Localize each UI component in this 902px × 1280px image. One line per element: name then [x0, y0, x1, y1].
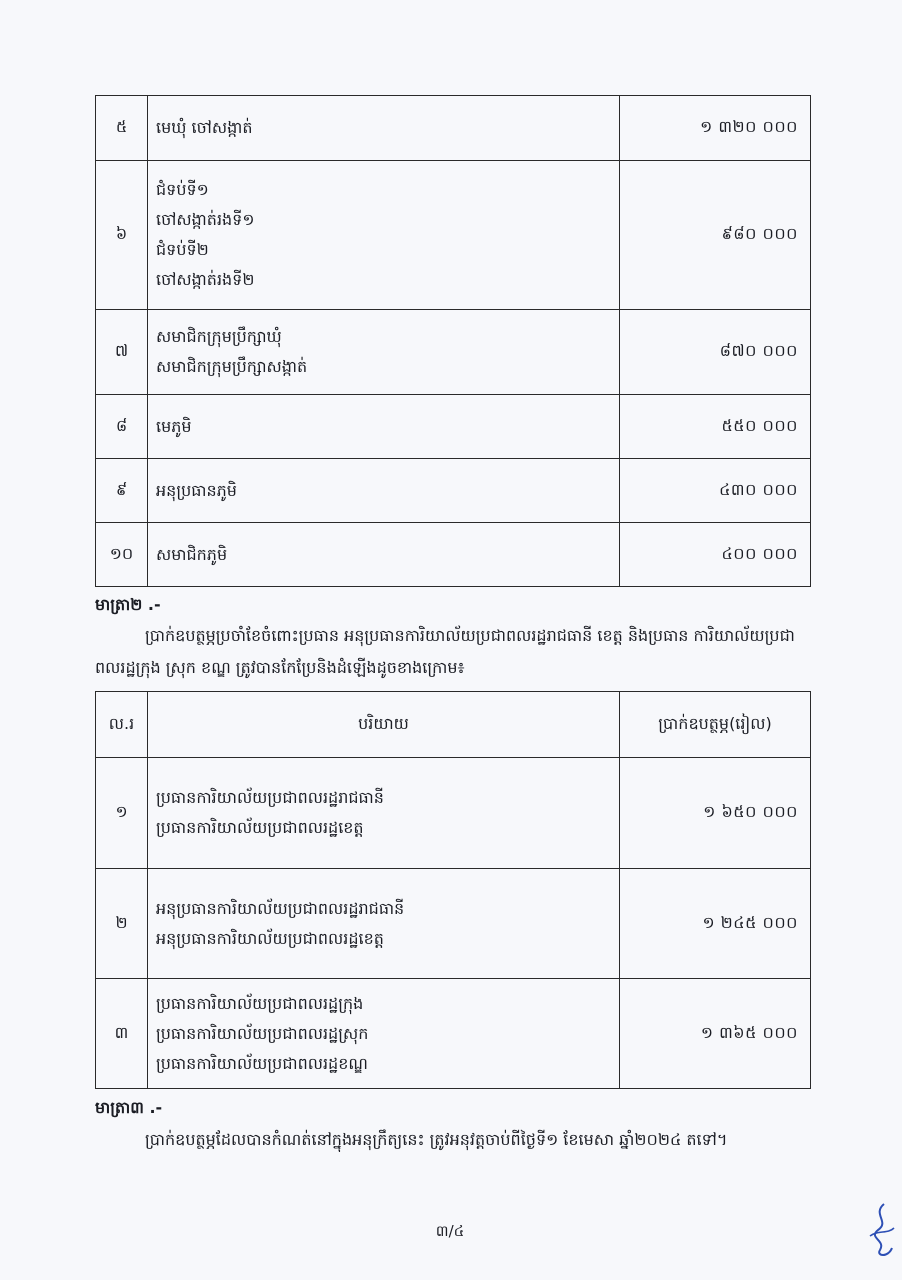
row-amount: ១ ៣៦៥ ០០០ — [620, 979, 811, 1089]
row-number: ៩ — [96, 459, 148, 523]
table-row — [96, 459, 811, 523]
row-number: ៧ — [96, 310, 148, 395]
table-row — [96, 310, 811, 395]
row-description: ប្រធានការិយាល័យប្រជាពលរដ្ឋរាជធានី ប្រធានការិយាល័យប្រជាពលរដ្ឋខេត្ត — [148, 758, 620, 869]
row-number: ៨ — [96, 395, 148, 459]
article-2-heading: មាត្រា២ .- — [95, 595, 161, 614]
row-amount: ៨៧០ ០០០ — [620, 310, 811, 395]
row-description: ជំទប់ទី១ ចៅសង្កាត់រងទី១ ជំទប់ទី២ ចៅសង្កាត់រងទី២ — [148, 161, 620, 310]
article-2-text: ប្រាក់ឧបត្ថម្ភប្រចាំខែចំពោះប្រធាន អនុប្រធានការិយាល័យប្រជាពលរដ្ឋរាជធានី ខេត្ត និងប្រធាន ការិយាល័យប្រជាពលរដ្ឋក្រុង ស្រុក ខណ្ឌ ត្រូវបានកែប្រែនិងដំឡើងដូចខាងក្រោម៖ — [95, 626, 795, 677]
row-amount: ៤០០ ០០០ — [620, 523, 811, 587]
table-row — [96, 523, 811, 587]
table-row — [96, 96, 811, 161]
row-number: ១០ — [96, 523, 148, 587]
page-number: ៣/៤ — [435, 1222, 465, 1240]
row-amount: ១ ៦៥០ ០០០ — [620, 758, 811, 869]
table-row — [96, 161, 811, 310]
row-description: អនុប្រធានភូមិ — [148, 459, 620, 523]
row-number: ៦ — [96, 161, 148, 310]
table-row — [96, 395, 811, 459]
article-3-heading: មាត្រា៣ .- — [95, 1098, 163, 1117]
row-amount: ៥៥០ ០០០ — [620, 395, 811, 459]
allowance-table-commune — [95, 95, 811, 587]
row-amount: ១ ២៤៥ ០០០ — [620, 869, 811, 979]
header-number: ល.រ — [96, 692, 148, 758]
article-3-text: ប្រាក់ឧបត្ថម្ភដែលបានកំណត់នៅក្នុងអនុក្រឹត្យនេះ ត្រូវអនុវត្តចាប់ពីថ្ងៃទី១ ខែមេសា ឆ្នាំ២០២៤ តទៅ។ — [145, 1130, 728, 1149]
allowance-table-office — [95, 691, 811, 1089]
row-amount: ៤៣០ ០០០ — [620, 459, 811, 523]
row-amount: ៩៨០ ០០០ — [620, 161, 811, 310]
row-number: ១ — [96, 758, 148, 869]
table-row — [96, 758, 811, 869]
header-amount: ប្រាក់ឧបត្ថម្ភ(រៀល) — [620, 692, 811, 758]
row-description: មេភូមិ — [148, 395, 620, 459]
row-number: ៣ — [96, 979, 148, 1089]
table-header-row — [96, 692, 811, 758]
row-description: សមាជិកក្រុមប្រឹក្សាឃុំ សមាជិកក្រុមប្រឹក្សាសង្កាត់ — [148, 310, 620, 395]
row-number: ៥ — [96, 96, 148, 161]
row-description: មេឃុំ ចៅសង្កាត់ — [148, 96, 620, 161]
table-row — [96, 979, 811, 1089]
header-description: បរិយាយ — [148, 692, 620, 758]
row-description: សមាជិកភូមិ — [148, 523, 620, 587]
row-number: ២ — [96, 869, 148, 979]
row-description: អនុប្រធានការិយាល័យប្រជាពលរដ្ឋរាជធានី អនុប្រធានការិយាល័យប្រជាពលរដ្ឋខេត្ត — [148, 869, 620, 979]
signature-mark-icon — [864, 1200, 898, 1260]
row-description: ប្រធានការិយាល័យប្រជាពលរដ្ឋក្រុង ប្រធានការិយាល័យប្រជាពលរដ្ឋស្រុក ប្រធានការិយាល័យប្រជាពលរដ្ឋខណ្ឌ — [148, 979, 620, 1089]
table-row — [96, 869, 811, 979]
row-amount: ១ ៣២០ ០០០ — [620, 96, 811, 161]
